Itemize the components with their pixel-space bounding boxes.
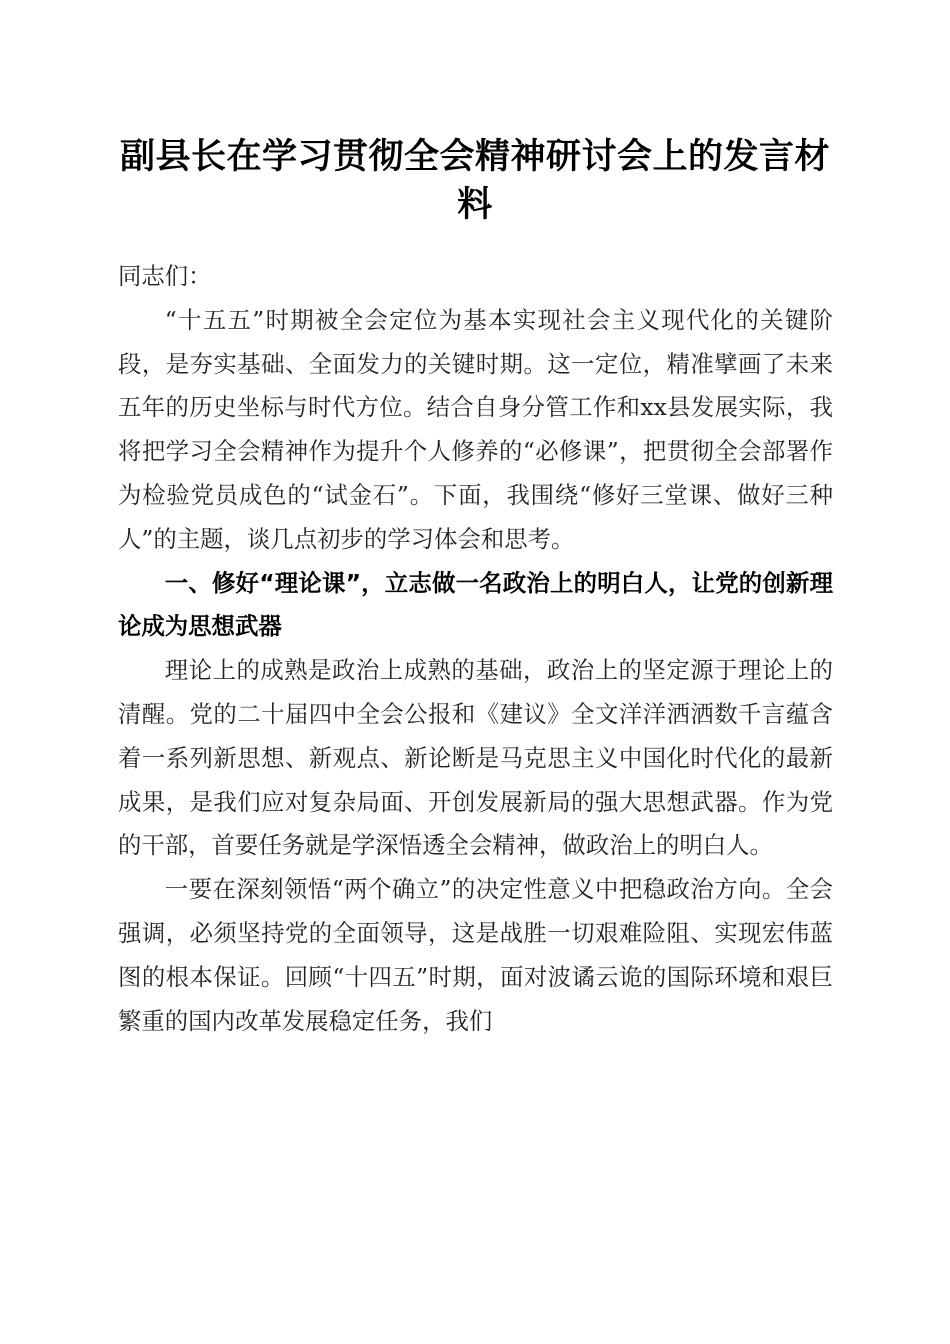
section-1-paragraph-1: 理论上的成熟是政治上成熟的基础，政治上的坚定源于理论上的清醒。党的二十届四中全会公报和《建议》全文洋洋洒洒数千言蕴含着一系列新思想、新观点、新论断是马克思主义中国化时代化的最新成果，是我们应对复杂局面、开创发展新局的强大思想武器。作为党的干部，首要任务就是学深悟透全会精神，做政治上的明白人。: [118, 656, 833, 860]
salutation: 同志们：: [118, 262, 212, 290]
intro-paragraph: “十五五”时期被全会定位为基本实现社会主义现代化的关键阶段，是夯实基础、全面发力的关键时期。这一定位，精准擘画了未来五年的历史坐标与时代方位。结合自身分管工作和xx县发展实际，我将把学习全会精神作为提升个人修养的“必修课”，把贯彻全会部署作为检验党员成色的“试金石”。下面，我围绕“修好三堂课、做好三种人”的主题，谈几点初步的学习体会和思考。: [118, 305, 833, 553]
section-1-paragraph-2: 一要在深刻领悟“两个确立”的决定性意义中把稳政治方向。全会强调，必须坚持党的全面领导，这是战胜一切艰难险阻、实现宏伟蓝图的根本保证。回顾“十四五”时期，面对波谲云诡的国际环境和艰巨繁重的国内改革发展稳定任务，我们: [118, 875, 833, 1035]
document-body: [118, 255, 833, 1043]
document-title: 副县长在学习贯彻全会精神研讨会上的发言材料: [119, 136, 830, 225]
section-1-heading: 一、修好“理论课”，立志做一名政治上的明白人，让党的创新理论成为思想武器: [118, 568, 833, 641]
